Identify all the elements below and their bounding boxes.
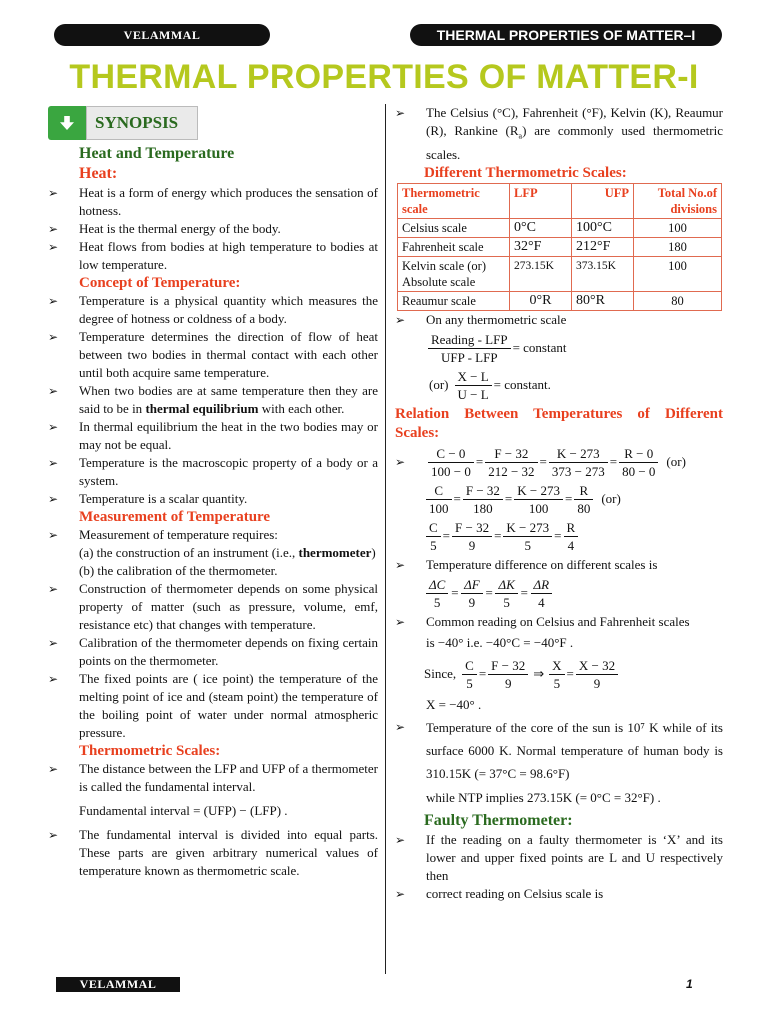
bullet-temp-difference: ➢ Temperature difference on different scales is: [395, 556, 723, 574]
fraction: [576, 657, 618, 692]
fraction: [452, 519, 492, 554]
page-number: 1: [686, 977, 693, 991]
footer-brand: VELAMMAL: [56, 977, 180, 992]
denominator: 212 − 32: [488, 463, 535, 479]
text-bold: thermometer: [298, 545, 372, 560]
denominator: 80: [577, 500, 591, 516]
numerator: R: [574, 482, 593, 500]
right-column: [395, 104, 723, 903]
fraction: [426, 482, 452, 517]
bullet-faulty-2: ➢ correct reading on Celsius scale is: [395, 885, 723, 903]
fraction: [503, 519, 552, 554]
bullet-common-reading: [395, 613, 723, 655]
table-header-row: [398, 183, 722, 218]
heading-concept: Concept of Temperature:: [79, 275, 241, 291]
table-cell: 80: [634, 291, 722, 310]
bullet-measure-1: ➢ Measurement of temperature requires:: [48, 526, 378, 544]
fraction: [426, 519, 441, 554]
formula-reading: [395, 331, 723, 366]
denominator: 5: [433, 594, 441, 610]
bullet-faulty-1: ➢ If the reading on a faulty thermometer is ‘X’ and its lower and upper fixed points are L and U respectively then: [395, 831, 723, 885]
text: (or): [666, 454, 686, 470]
numerator: F − 32: [452, 519, 492, 537]
denominator: 9: [504, 675, 512, 691]
numerator: X − 32: [576, 657, 618, 675]
table-cell: 100: [634, 256, 722, 291]
numerator: C: [426, 482, 452, 500]
numerator: C: [462, 657, 477, 675]
denominator: U − L: [457, 386, 489, 402]
table-cell: 373.15K: [572, 256, 634, 291]
numerator: K − 273: [514, 482, 563, 500]
fraction: [495, 576, 517, 611]
heading-heat: Heat:: [79, 165, 118, 182]
heading-measurement: Measurement of Temperature: [79, 509, 271, 525]
numerator: F − 32: [463, 482, 503, 500]
bullet-concept-2: ➢ Temperature determines the direction of flow of heat between two bodies in thermal contact with each other until both acquire same temperature.: [48, 328, 378, 382]
measure-item-a: [48, 544, 378, 562]
header-brand: VELAMMAL: [54, 24, 270, 46]
fraction: [428, 331, 511, 366]
fundamental-interval-formula: Fundamental interval = (UFP) − (LFP) .: [79, 803, 288, 818]
table-cell: 180: [634, 237, 722, 256]
bullet-scales-list: [395, 104, 723, 164]
fraction: [574, 482, 593, 517]
fraction: [428, 445, 474, 480]
table-cell: 212°F: [572, 237, 634, 256]
denominator: 9: [593, 675, 601, 691]
table-cell: Kelvin scale (or) Absolute scale: [398, 256, 510, 291]
heading-faulty: Faulty Thermometer:: [424, 811, 573, 829]
text: The Celsius (°C), Fahrenheit (°F), Kelvin (K),: [426, 105, 672, 120]
fraction: [463, 482, 503, 517]
denominator: 373 − 273: [551, 463, 605, 479]
fraction: [564, 519, 579, 554]
denominator: 100: [528, 500, 549, 516]
relation-1: ➢ $\frac{C - 0}{100 - 0}$ = $\frac{F - 32}{212 - 32}$ = $\frac{K - 273}{373 - 273}$ = $\frac{R - 0}{80 - 0}$ (or): [395, 445, 686, 479]
table-cell: Celsius scale: [398, 218, 510, 237]
bullet-heat-2: ➢ Heat is the thermal energy of the body.: [48, 220, 378, 238]
heading-different-scales: Different Thermometric Scales:: [424, 164, 627, 181]
denominator: 5: [466, 675, 473, 691]
bullet-icon: ➢: [395, 455, 406, 470]
table-cell: 32°F: [510, 237, 572, 256]
table-cell: 0°R: [510, 291, 572, 310]
bullet-concept-4: ➢ In thermal equilibrium the heat in the two bodies may or may not be equal.: [48, 418, 378, 454]
page-title: THERMAL PROPERTIES OF MATTER-I: [69, 58, 699, 96]
denominator: 5: [553, 675, 561, 691]
text: Reaumur (R), Rankine (R: [426, 105, 724, 138]
relation-2: $\frac{C}{100}$ = $\frac{F - 32}{180}$ = $\frac{K - 273}{100}$ = $\frac{R}{80}$ (or): [395, 482, 723, 517]
numerator: Reading - LFP: [428, 331, 511, 349]
ntp-line: while NTP implies 273.15K (= 0°C = 32°F) .: [426, 789, 661, 805]
bullet-sun-temperature: ➢ Temperature of the core of the sun is 10⁷ K while of its surface 6000 K. Normal temperature of human body is 310.15K (= 37°C = 98.6°F): [395, 716, 723, 785]
text: ): [371, 545, 376, 560]
fraction: [426, 576, 448, 611]
denominator: 5: [430, 537, 437, 553]
bullet-concept-6: ➢ Temperature is a scalar quantity.: [48, 490, 378, 508]
denominator: UFP - LFP: [440, 349, 498, 365]
text: with each other.: [261, 401, 345, 416]
text: Since,: [424, 666, 457, 682]
denominator: 100 − 0: [431, 463, 471, 479]
denominator: 100: [429, 500, 449, 516]
table-header: Total No.of divisions: [634, 183, 722, 218]
table-row: [398, 218, 722, 237]
synopsis-label: SYNOPSIS: [86, 106, 198, 140]
denominator: 80 − 0: [622, 463, 656, 479]
table-cell: 100: [634, 218, 722, 237]
bullet-heat-3: ➢ Heat flows from bodies at high temperature to bodies at low temperature.: [48, 238, 378, 274]
table-cell: 273.15K: [510, 256, 572, 291]
table-header: LFP: [510, 183, 572, 218]
text: (or): [601, 491, 621, 507]
table-row: [398, 256, 722, 291]
table-cell: 100°C: [572, 218, 634, 237]
numerator: F − 32: [485, 445, 537, 463]
bullet-scales-2: ➢ The fundamental interval is divided into equal parts. These parts are given arbitrary numerical values of temperature known as thermometric scale.: [48, 826, 378, 880]
left-column: [48, 104, 378, 880]
fraction: [455, 368, 492, 403]
bullet-measure-2: ➢ Construction of thermometer depends on some physical property of matter (such as pressure, volume, emf, resistance etc) that changes with temperature.: [48, 580, 378, 634]
table-header: UFP: [572, 183, 634, 218]
numerator: K − 273: [503, 519, 552, 537]
scales-table: [397, 183, 722, 311]
numerator: ΔK: [495, 576, 517, 594]
bullet-measure-4: ➢ The fixed points are ( ice point) the temperature of the melting point of ice and (steam point) the temperature of the boiling point of water under normal atmospheric pressure.: [48, 670, 378, 742]
relation-4: $\frac{\Delta C}{5}$ = $\frac{\Delta F}{9}$ = $\frac{\Delta K}{5}$ = $\frac{\Delta R}{4}$: [395, 576, 723, 611]
heading-heat-temperature: Heat and Temperature: [79, 145, 235, 162]
bullet-measure-3: ➢ Calibration of the thermometer depends on fixing certain points on the thermometer.: [48, 634, 378, 670]
bullet-scales-1: ➢ The distance between the LFP and UFP of a thermometer is called the fundamental interval.: [48, 760, 378, 796]
denominator: 180: [473, 500, 493, 516]
column-divider: [385, 104, 386, 974]
denominator: 5: [503, 594, 510, 610]
bullet-concept-1: ➢ Temperature is a physical quantity which measures the degree of hotness or coldness of a body.: [48, 292, 378, 328]
text: (a) the construction of an instrument (i.e.,: [79, 545, 296, 560]
numerator: K − 273: [549, 445, 608, 463]
bullet-concept-3: [48, 382, 378, 418]
table-row: [398, 291, 722, 310]
measure-item-b: (b) the calibration of the thermometer.: [79, 563, 278, 578]
fraction: [619, 445, 658, 480]
bullet-heat-1: ➢ Heat is a form of energy which produces the sensation of hotness.: [48, 184, 378, 220]
relation-3: $\frac{C}{5}$ = $\frac{F - 32}{9}$ = $\frac{K - 273}{5}$ = $\frac{R}{4}$: [395, 519, 723, 554]
synopsis-banner: [48, 106, 378, 140]
fraction: [461, 576, 483, 611]
heading-scales: Thermometric Scales:: [79, 743, 221, 759]
denominator: 4: [567, 537, 575, 553]
numerator: R − 0: [619, 445, 658, 463]
text-subscript: a: [518, 131, 523, 141]
fraction: [514, 482, 563, 517]
denominator: 5: [524, 537, 532, 553]
table-row: [398, 237, 722, 256]
text: is −40° i.e. −40°C = −40°F .: [426, 634, 574, 650]
numerator: C: [426, 519, 441, 537]
header-chapter: THERMAL PROPERTIES OF MATTER–I: [410, 24, 722, 46]
denominator: 9: [468, 594, 476, 610]
text: = constant.: [493, 377, 551, 393]
text: Common reading on Celsius and Fahrenheit scales: [426, 613, 690, 629]
table-cell: 80°R: [572, 291, 634, 310]
table-header: Thermometric scale: [398, 183, 510, 218]
denominator: 9: [468, 537, 476, 553]
fraction: [549, 445, 608, 480]
numerator: ΔF: [461, 576, 483, 594]
table-cell: Fahrenheit scale: [398, 237, 510, 256]
text: = constant: [512, 340, 567, 356]
table-cell: 0°C: [510, 218, 572, 237]
x-result: X = −40° .: [426, 696, 482, 712]
numerator: X: [549, 657, 564, 675]
fraction: [488, 657, 528, 692]
numerator: ΔC: [426, 576, 448, 594]
text: ) are commonly used thermometric scales.: [426, 123, 723, 162]
fraction: [462, 657, 477, 692]
numerator: F − 32: [488, 657, 528, 675]
numerator: C − 0: [428, 445, 474, 463]
text: When two bodies are at same temperature then they are said to be in: [79, 383, 378, 416]
bullet-any-scale: ➢ On any thermometric scale: [395, 311, 723, 329]
download-arrow-icon: [48, 106, 86, 140]
fraction: [549, 657, 564, 692]
since-equation: Since, $\frac{C}{5}$ = $\frac{F - 32}{9}$ ⇒ $\frac{X}{5}$ = $\frac{X - 32}{9}$: [395, 657, 723, 692]
heading-relation: Relation Between Temperatures of Different Scales:: [395, 405, 723, 441]
table-cell: Reaumur scale: [398, 291, 510, 310]
text-bold: thermal equilibrium: [145, 401, 259, 416]
implies-icon: ⇒: [533, 666, 545, 682]
numerator: ΔR: [531, 576, 553, 594]
fraction: [485, 445, 537, 480]
bullet-concept-5: ➢ Temperature is the macroscopic property of a body or a system.: [48, 454, 378, 490]
numerator: X − L: [455, 368, 492, 386]
formula-xlu: [395, 368, 723, 403]
denominator: 4: [538, 594, 545, 610]
numerator: R: [564, 519, 579, 537]
text: (or): [429, 377, 449, 393]
fraction: [531, 576, 553, 611]
